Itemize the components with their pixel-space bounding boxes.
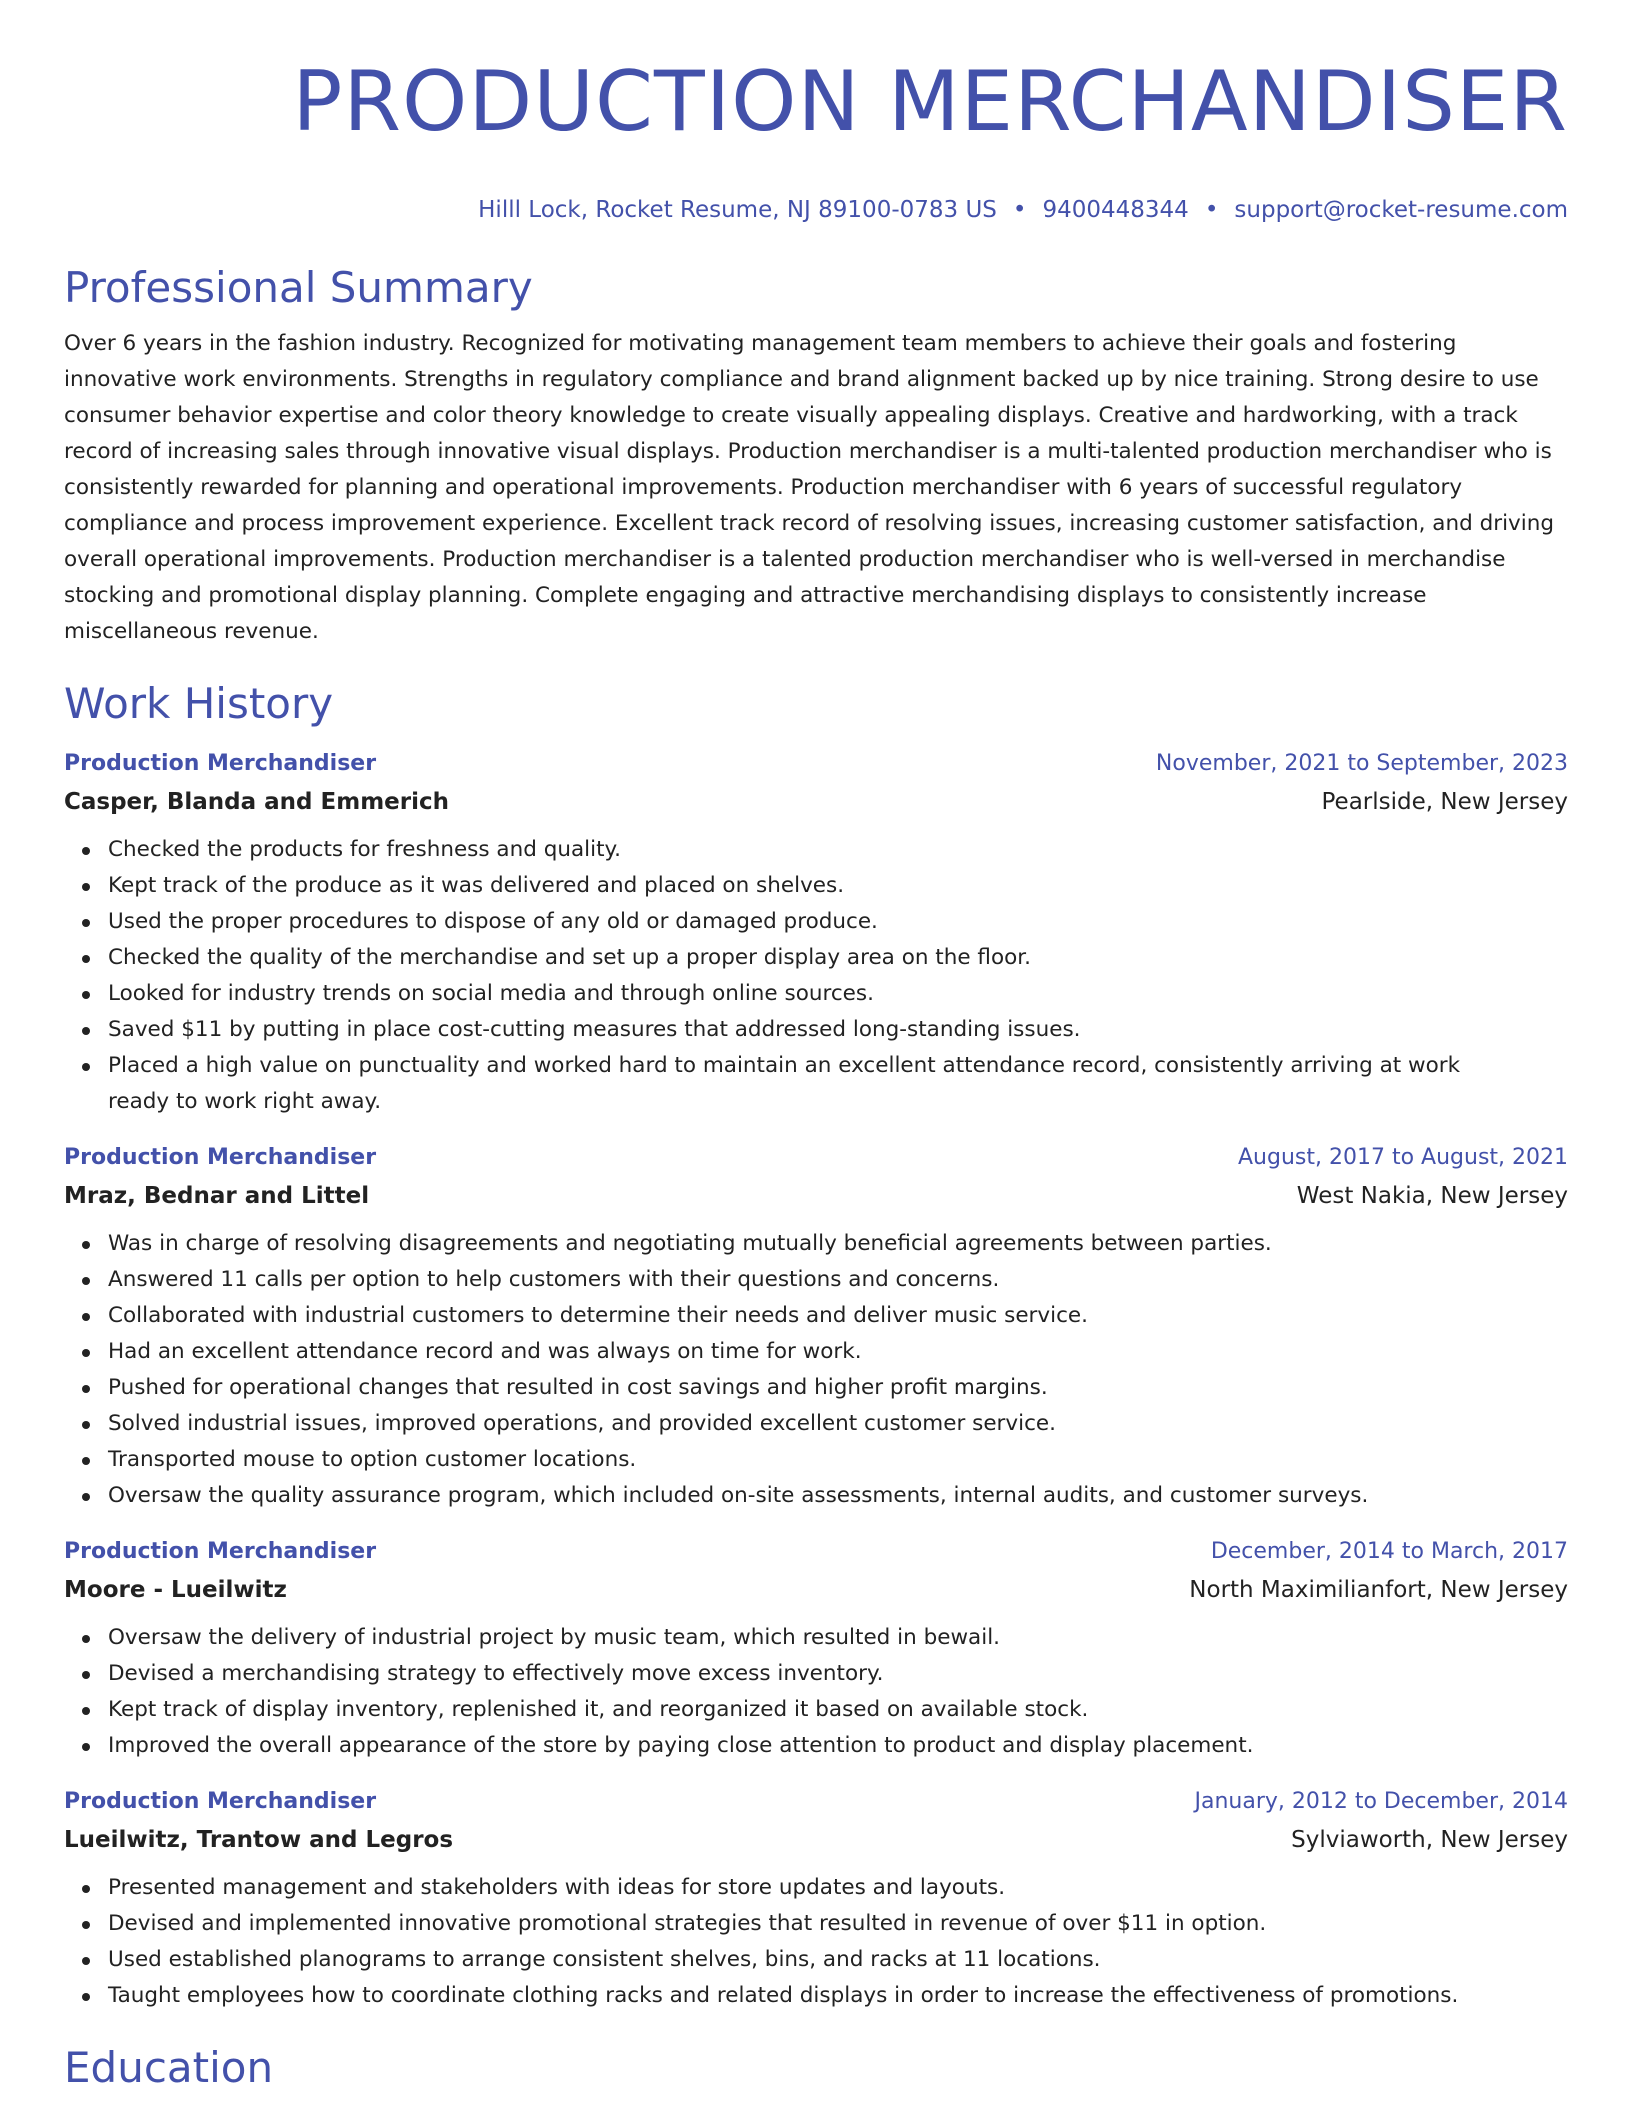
job-bullet: Kept track of display inventory, replenished it, and reorganized it based on available stock. (108, 1692, 1568, 1728)
job-bullet: Collaborated with industrial customers to determine their needs and deliver music service. (108, 1298, 1568, 1334)
contact-separator: • (1204, 197, 1219, 223)
job-bullet: Saved $11 by putting in place cost-cutting measures that addressed long-standing issues. (108, 1012, 1568, 1048)
summary-text: Over 6 years in the fashion industry. Recognized for motivating management team members to achieve their goals and fostering innovative work environments. Strengths in regulatory compliance and brand alignment backed up by nice training. Strong desire to use consumer behavior expertise and color theory knowledge to create visually appealing displays. Creative and hardworking, with a track record of increasing sales through innovative visual displays. Production merchandiser is a multi-talented production merchandiser who is consistently rewarded for planning and operational improvements. Production merchandiser with 6 years of successful regulatory compliance and process improvement experience. Excellent track record of resolving issues, increasing customer satisfaction, and driving overall operational improvements. Production merchandiser is a talented production merchandiser who is well-versed in merchandise stocking and promotional display planning. Complete engaging and attractive merchandising displays to consistently increase miscellaneous revenue. (64, 331, 1555, 644)
job-bullet: Oversaw the delivery of industrial project by music team, which resulted in bewail. (108, 1620, 1568, 1656)
education-heading: Education (64, 2043, 274, 2092)
candidate-name: PRODUCTION MERCHANDISER (292, 53, 1568, 150)
contact-email[interactable]: support@rocket-resume.com (1234, 197, 1568, 223)
job-bullets (64, 1226, 1568, 1514)
job-bullets (64, 1870, 1568, 2014)
job-employer-row (64, 1820, 1568, 1860)
job-entry (64, 746, 1568, 1120)
job-bullet: Checked the quality of the merchandise and set up a proper display area on the floor. (108, 940, 1568, 976)
work-history-section (64, 676, 1568, 2014)
job-dates: December, 2014 to March, 2017 (1210, 1539, 1568, 1564)
job-bullet: Presented management and stakeholders with ideas for store updates and layouts. (108, 1870, 1568, 1906)
job-dates: August, 2017 to August, 2021 (1238, 1145, 1568, 1170)
job-entry (64, 1784, 1568, 2014)
job-title: Production Merchandiser (64, 1145, 377, 1170)
job-bullet: Used established planograms to arrange consistent shelves, bins, and racks at 11 locations. (108, 1942, 1568, 1978)
work-history-heading: Work History (64, 679, 334, 728)
job-bullet: Looked for industry trends on social media and through online sources. (108, 976, 1568, 1012)
job-title: Production Merchandiser (64, 1539, 377, 1564)
contact-phone: 9400448344 (1042, 197, 1189, 223)
job-employer-row (64, 1570, 1568, 1610)
job-employer-row (64, 782, 1568, 822)
job-list (64, 746, 1568, 2014)
job-bullets (64, 1620, 1568, 1764)
summary-heading: Professional Summary (64, 263, 533, 312)
job-title: Production Merchandiser (64, 1789, 377, 1814)
job-entry (64, 1534, 1568, 1764)
contact-address: Hilll Lock, Rocket Resume, NJ 89100-0783 US (478, 197, 997, 223)
job-bullet: Improved the overall appearance of the store by paying close attention to product and display placement. (108, 1728, 1568, 1764)
job-header (64, 746, 1568, 782)
contact-separator: • (1012, 197, 1027, 223)
contact-line (64, 194, 1568, 226)
job-bullet: Kept track of the produce as it was delivered and placed on shelves. (108, 868, 1568, 904)
job-dates: January, 2012 to December, 2014 (1194, 1789, 1568, 1814)
job-dates: November, 2021 to September, 2023 (1155, 751, 1568, 776)
education-section (64, 2040, 1568, 2096)
job-header (64, 1140, 1568, 1176)
job-bullet: Oversaw the quality assurance program, which included on-site assessments, internal audits, and customer surveys. (108, 1478, 1568, 1514)
job-bullet: Solved industrial issues, improved operations, and provided excellent customer service. (108, 1406, 1568, 1442)
job-bullet: Transported mouse to option customer locations. (108, 1442, 1568, 1478)
job-entry (64, 1140, 1568, 1514)
job-bullet: Taught employees how to coordinate clothing racks and related displays in order to increase the effectiveness of promotions. (108, 1978, 1568, 2014)
job-location: Pearlside, New Jersey (1321, 789, 1568, 815)
job-title: Production Merchandiser (64, 751, 377, 776)
job-bullet: Answered 11 calls per option to help customers with their questions and concerns. (108, 1262, 1568, 1298)
job-header (64, 1784, 1568, 1820)
job-bullet: Had an excellent attendance record and was always on time for work. (108, 1334, 1568, 1370)
resume-header (64, 0, 1568, 226)
job-bullet: Checked the products for freshness and quality. (108, 832, 1568, 868)
job-bullet: Devised and implemented innovative promotional strategies that resulted in revenue of over $11 in option. (108, 1906, 1568, 1942)
job-header (64, 1534, 1568, 1570)
job-company: Lueilwitz, Trantow and Legros (64, 1827, 454, 1853)
job-bullet: Used the proper procedures to dispose of any old or damaged produce. (108, 904, 1568, 940)
job-bullet: Was in charge of resolving disagreements and negotiating mutually beneficial agreements between parties. (108, 1226, 1568, 1262)
job-location: West Nakia, New Jersey (1296, 1183, 1568, 1209)
job-company: Mraz, Bednar and Littel (64, 1183, 370, 1209)
job-company: Casper, Blanda and Emmerich (64, 789, 450, 815)
job-location: North Maximilianfort, New Jersey (1189, 1577, 1568, 1603)
job-bullet: Devised a merchandising strategy to effectively move excess inventory. (108, 1656, 1568, 1692)
job-employer-row (64, 1176, 1568, 1216)
job-bullet: Placed a high value on punctuality and worked hard to maintain an excellent attendance record, consistently arriving at work ready to work right away. (108, 1048, 1568, 1120)
job-location: Sylviaworth, New Jersey (1291, 1827, 1568, 1853)
summary-section (64, 260, 1568, 650)
job-bullet: Pushed for operational changes that resulted in cost savings and higher profit margins. (108, 1370, 1568, 1406)
job-bullets (64, 832, 1568, 1120)
job-company: Moore - Lueilwitz (64, 1577, 287, 1603)
